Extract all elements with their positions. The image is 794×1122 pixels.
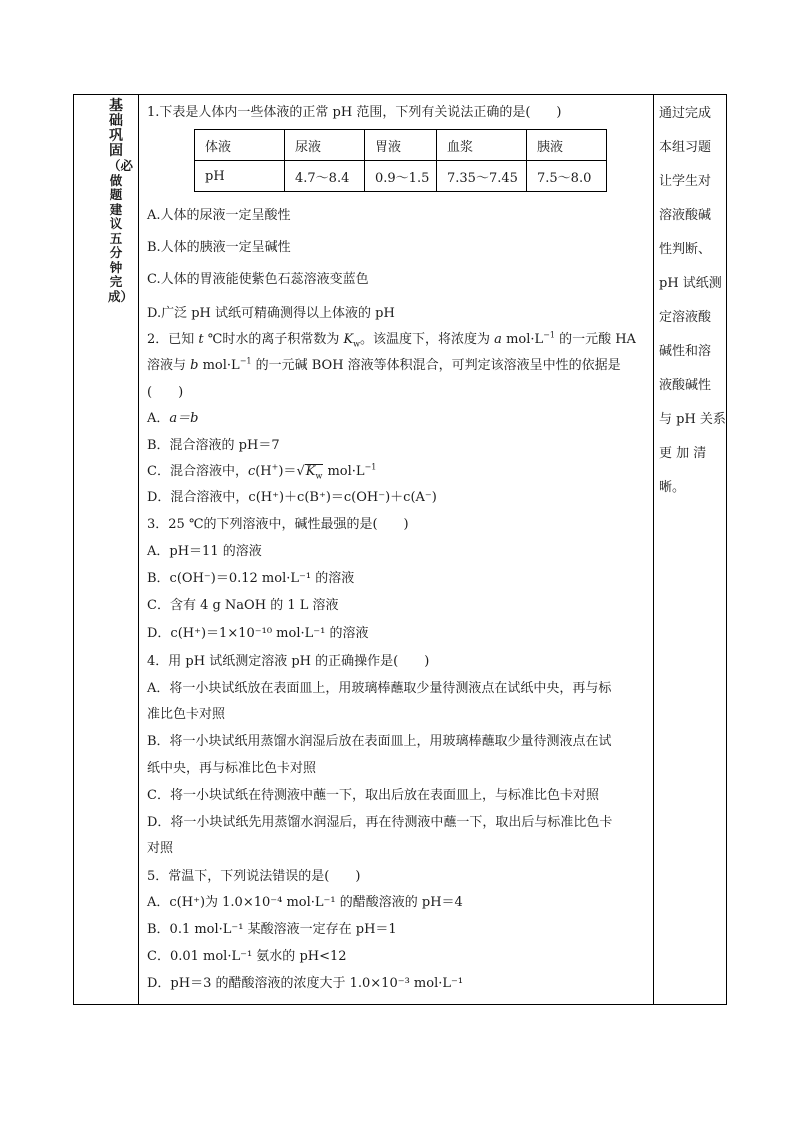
q5-stem: 5．常温下，下列说法错误的是( ) bbox=[147, 869, 361, 884]
column-divider-left bbox=[138, 95, 139, 1004]
section-note: （必做题建议五分钟完成） bbox=[108, 158, 134, 304]
q3-stem: 3．25 ℃的下列溶液中，碱性最强的是( ) bbox=[147, 517, 409, 532]
q3-option-a: A．pH＝11 的溶液 bbox=[147, 544, 262, 559]
text-run: A． bbox=[147, 411, 170, 426]
note-line: 本组习题 bbox=[659, 140, 712, 155]
table-cell: pH bbox=[195, 161, 285, 192]
text-run: )＝ bbox=[278, 464, 297, 479]
note-line: 性判断、 bbox=[659, 242, 712, 257]
column-divider-right bbox=[653, 95, 654, 1004]
q4-option-d-cont: 对照 bbox=[147, 841, 174, 856]
q4-option-d: D．将一小块试纸先用蒸馏水润湿后，再在待测液中蘸一下，取出后与标准比色卡 bbox=[147, 815, 613, 830]
table-cell: 胰液 bbox=[527, 130, 607, 161]
note-line: 晰。 bbox=[659, 480, 686, 495]
section-label bbox=[108, 98, 134, 304]
q2-option-b: B．混合溶液的 pH＝7 bbox=[147, 438, 280, 453]
text-run: mol·L bbox=[323, 464, 365, 479]
q2-option-c bbox=[147, 463, 376, 481]
q4-option-a-cont: 准比色卡对照 bbox=[147, 707, 226, 722]
q1-option-b: B.人体的胰液一定呈碱性 bbox=[147, 240, 291, 255]
note-line: 液酸碱性 bbox=[659, 378, 712, 393]
symbol-t: t bbox=[198, 332, 204, 347]
text-run: 2．已知 bbox=[147, 332, 199, 347]
note-line: 碱性和溶 bbox=[659, 344, 712, 359]
table-cell: 0.9～1.5 bbox=[365, 161, 437, 192]
table-cell: 7.5～8.0 bbox=[527, 161, 607, 192]
q5-option-a: A．c(H⁺)为 1.0×10⁻⁴ mol·L⁻¹ 的醋酸溶液的 pH＝4 bbox=[147, 895, 463, 910]
section-title: 基础巩固 bbox=[109, 98, 123, 159]
table-cell: 4.7～8.4 bbox=[285, 161, 365, 192]
text-run: 的一元碱 BOH 溶液等体积混合，可判定该溶液呈中性的依据是 bbox=[251, 358, 621, 373]
symbol-b: b bbox=[190, 358, 199, 373]
superscript: −1 bbox=[239, 356, 252, 366]
sqrt-radicand bbox=[305, 464, 324, 479]
q1-option-c: C.人体的胃液能使紫色石蕊溶液变蓝色 bbox=[147, 272, 369, 287]
q3-option-c: C．含有 4 g NaOH 的 1 L 溶液 bbox=[147, 598, 339, 613]
q3-option-b: B．c(OH⁻)＝0.12 mol·L⁻¹ 的溶液 bbox=[147, 571, 355, 586]
text-run: mol·L bbox=[501, 332, 544, 347]
table-cell: 胃液 bbox=[365, 130, 437, 161]
text-run: (H bbox=[255, 464, 272, 479]
note-line: 与 pH 关系 bbox=[659, 412, 726, 427]
text-run: 的一元酸 HA bbox=[554, 332, 636, 347]
q5-option-c: C．0.01 mol·L⁻¹ 氨水的 pH<12 bbox=[147, 949, 347, 964]
note-line: 定溶液酸 bbox=[659, 310, 712, 325]
text-run: ℃时水的离子积常数为 bbox=[203, 332, 344, 347]
q2-option-d: D．混合溶液中，c(H⁺)＋c(B⁺)＝c(OH⁻)＋c(A⁻) bbox=[147, 490, 437, 505]
q1-option-d: D.广泛 pH 试纸可精确测得以上体液的 pH bbox=[147, 306, 395, 321]
ph-range-table bbox=[194, 129, 607, 192]
table-row bbox=[195, 161, 607, 192]
q1-stem: 1.下表是人体内一些体液的正常 pH 范围，下列有关说法正确的是( ) bbox=[147, 105, 562, 120]
superscript: −1 bbox=[364, 462, 377, 472]
lesson-table bbox=[73, 94, 727, 1005]
symbol-k: K bbox=[305, 464, 316, 479]
table-cell: 血浆 bbox=[437, 130, 527, 161]
q2-stem-line3: ( ) bbox=[147, 385, 184, 400]
text-run: mol·L bbox=[198, 358, 240, 373]
symbol-k: K bbox=[343, 332, 354, 347]
q4-option-a: A．将一小块试纸放在表面皿上，用玻璃棒蘸取少量待测液点在试纸中央，再与标 bbox=[147, 681, 612, 696]
q5-option-d: D．pH＝3 的醋酸溶液的浓度大于 1.0×10⁻³ mol·L⁻¹ bbox=[147, 976, 464, 991]
sqrt-sign: √ bbox=[296, 464, 305, 479]
q2-stem-line2 bbox=[147, 357, 621, 375]
text-run: 。该温度下，将浓度为 bbox=[360, 332, 495, 347]
math-expr: a＝b bbox=[169, 411, 199, 426]
superscript: + bbox=[271, 462, 279, 472]
table-cell: 尿液 bbox=[285, 130, 365, 161]
text-run: 溶液与 bbox=[147, 358, 191, 373]
q4-stem: 4．用 pH 试纸测定溶液 pH 的正确操作是( ) bbox=[147, 654, 430, 669]
table-cell: 7.35～7.45 bbox=[437, 161, 527, 192]
q5-option-b: B．0.1 mol·L⁻¹ 某酸溶液一定存在 pH＝1 bbox=[147, 922, 397, 937]
q2-stem-line1 bbox=[147, 331, 636, 349]
symbol-a: a bbox=[494, 332, 502, 347]
note-line: 让学生对 bbox=[659, 174, 712, 189]
subscript-w: w bbox=[353, 339, 361, 349]
superscript: −1 bbox=[543, 330, 555, 340]
subscript-w: w bbox=[315, 471, 323, 481]
q3-option-d: D．c(H⁺)＝1×10⁻¹⁰ mol·L⁻¹ 的溶液 bbox=[147, 626, 369, 641]
q1-option-a: A.人体的尿液一定呈酸性 bbox=[147, 208, 291, 223]
note-line: 通过完成 bbox=[659, 106, 712, 121]
note-line: 溶液酸碱 bbox=[659, 208, 712, 223]
table-row bbox=[195, 130, 607, 161]
symbol-c: c bbox=[247, 464, 256, 479]
q4-option-c: C．将一小块试纸在待测液中蘸一下，取出后放在表面皿上，与标准比色卡对照 bbox=[147, 788, 599, 803]
text-run: C．混合溶液中， bbox=[147, 464, 248, 479]
section-label-cell bbox=[74, 95, 138, 1004]
q4-option-b: B．将一小块试纸用蒸馏水润湿后放在表面皿上，用玻璃棒蘸取少量待测液点在试 bbox=[147, 734, 612, 749]
q4-option-b-cont: 纸中央，再与标准比色卡对照 bbox=[147, 761, 317, 776]
table-cell: 体液 bbox=[195, 130, 285, 161]
note-line: pH 试纸测 bbox=[659, 276, 722, 291]
q2-option-a bbox=[147, 410, 198, 428]
note-line: 更 加 清 bbox=[659, 446, 707, 461]
